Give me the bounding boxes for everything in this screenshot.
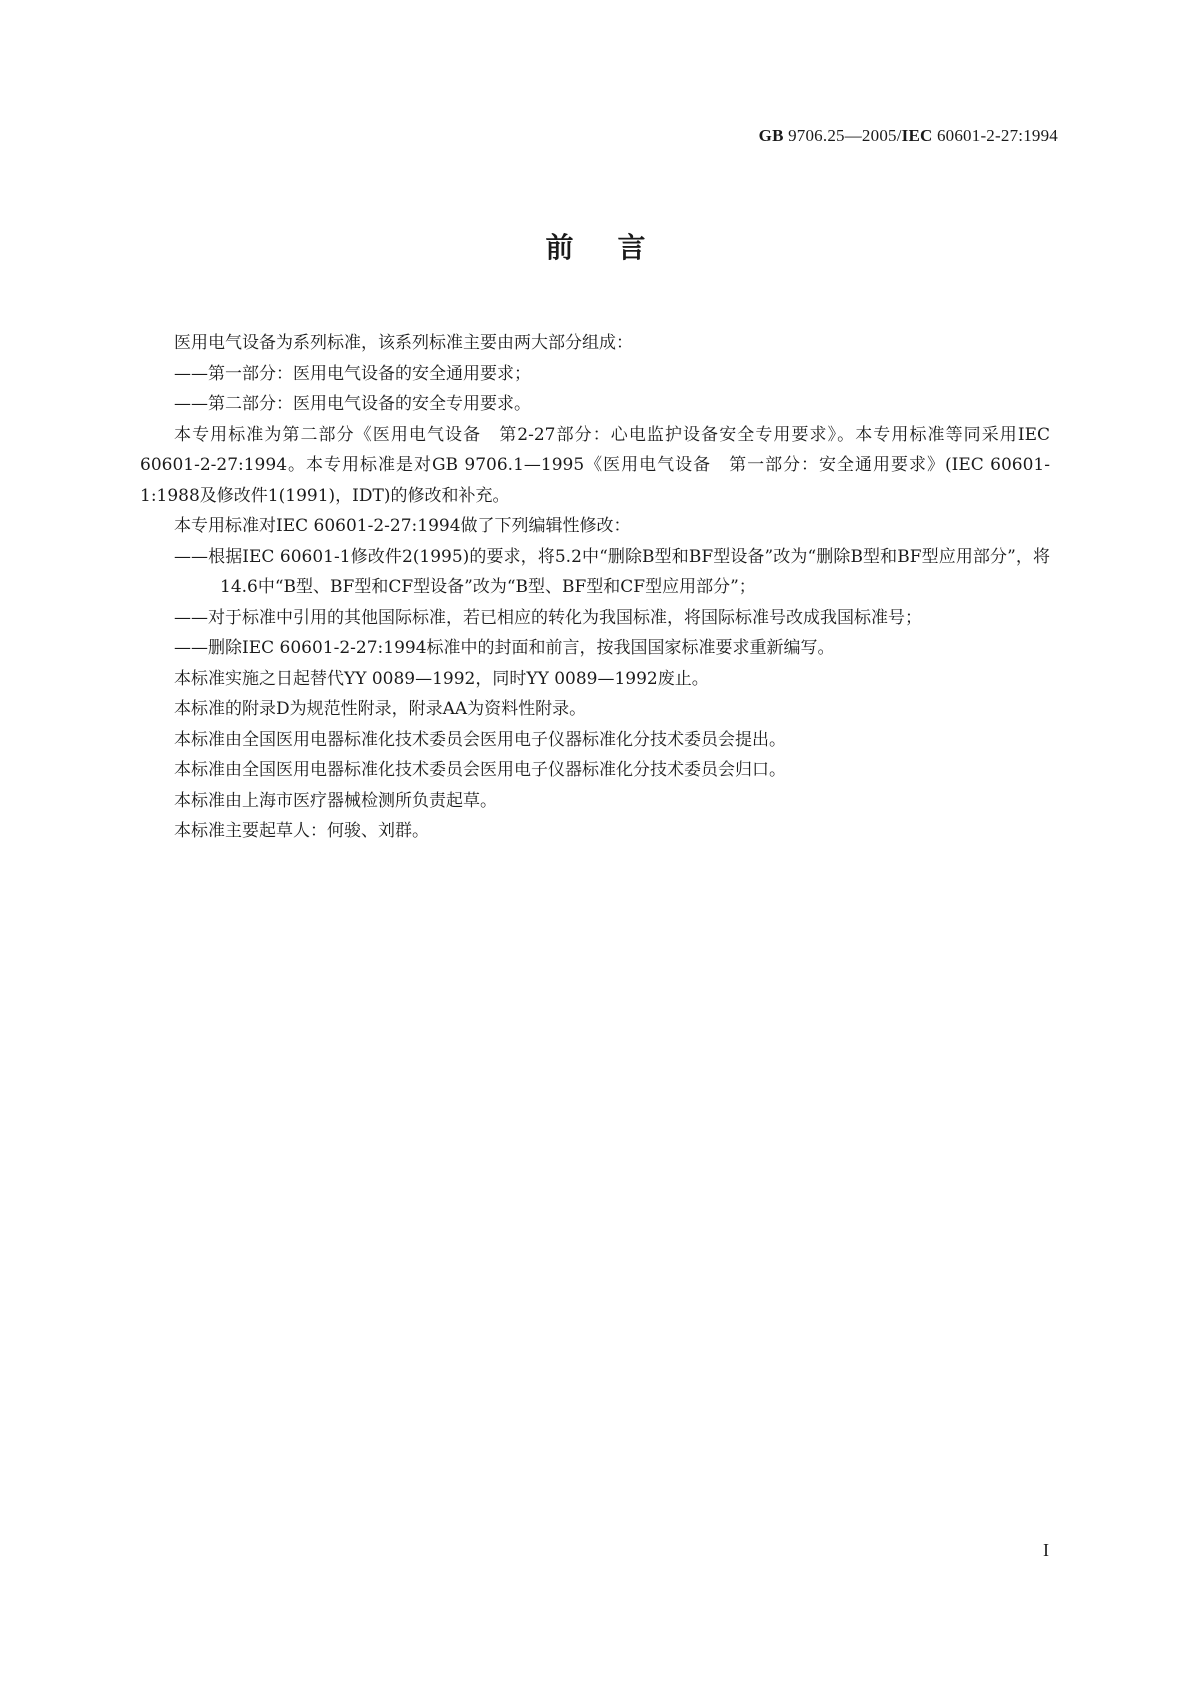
paragraph: 本专用标准为第二部分《医用电气设备 第2-27部分：心电监护设备安全专用要求》。本专用标准等同采用IEC 60601-2-27:1994。本专用标准是对GB 9706.1—1995《医用电气设备 第一部分：安全通用要求》(IEC 60601-1:1988及修改件1(1991)，IDT)的修改和补充。: [140, 424, 1050, 506]
paragraph: 本标准实施之日起替代YY 0089—1992，同时YY 0089—1992废止。: [174, 668, 709, 689]
iec-code: IEC: [901, 126, 933, 145]
list-item: ——第二部分：医用电气设备的安全专用要求。: [174, 394, 531, 414]
list-item: ——第一部分：医用电气设备的安全通用要求；: [174, 363, 531, 384]
list-item: ——对于标准中引用的其他国际标准，若已相应的转化为我国标准，将国际标准号改成我国标准号；: [174, 607, 922, 628]
iec-number: 60601-2-27:1994: [932, 126, 1058, 145]
page-title: 前言: [545, 231, 690, 264]
gb-code: GB: [758, 126, 784, 145]
paragraph: 本标准主要起草人：何骏、刘群。: [174, 821, 429, 841]
page-number: I: [1043, 1540, 1049, 1560]
paragraph: 本标准的附录D为规范性附录，附录AA为资料性附录。: [174, 699, 587, 719]
gb-number: 9706.25—2005/: [783, 126, 902, 145]
foreword-body: [140, 328, 1050, 847]
paragraph: 本标准由全国医用电器标准化技术委员会医用电子仪器标准化分技术委员会归口。: [174, 760, 786, 780]
paragraph: 医用电气设备为系列标准，该系列标准主要由两大部分组成：: [174, 333, 633, 353]
paragraph: 本专用标准对IEC 60601-2-27:1994做了下列编辑性修改：: [174, 516, 631, 536]
standard-number-header: [759, 126, 1058, 146]
list-item: ——根据IEC 60601-1修改件2(1995)的要求，将5.2中“删除B型和BF型设备”改为“删除B型和BF型应用部分”，将14.6中“B型、BF型和CF型设备”改为“B型、BF型和CF型应用部分”；: [174, 546, 1050, 597]
paragraph: 本标准由全国医用电器标准化技术委员会医用电子仪器标准化分技术委员会提出。: [174, 729, 786, 750]
paragraph: 本标准由上海市医疗器械检测所负责起草。: [174, 790, 497, 811]
list-item: ——删除IEC 60601-2-27:1994标准中的封面和前言，按我国国家标准要求重新编写。: [174, 638, 835, 658]
